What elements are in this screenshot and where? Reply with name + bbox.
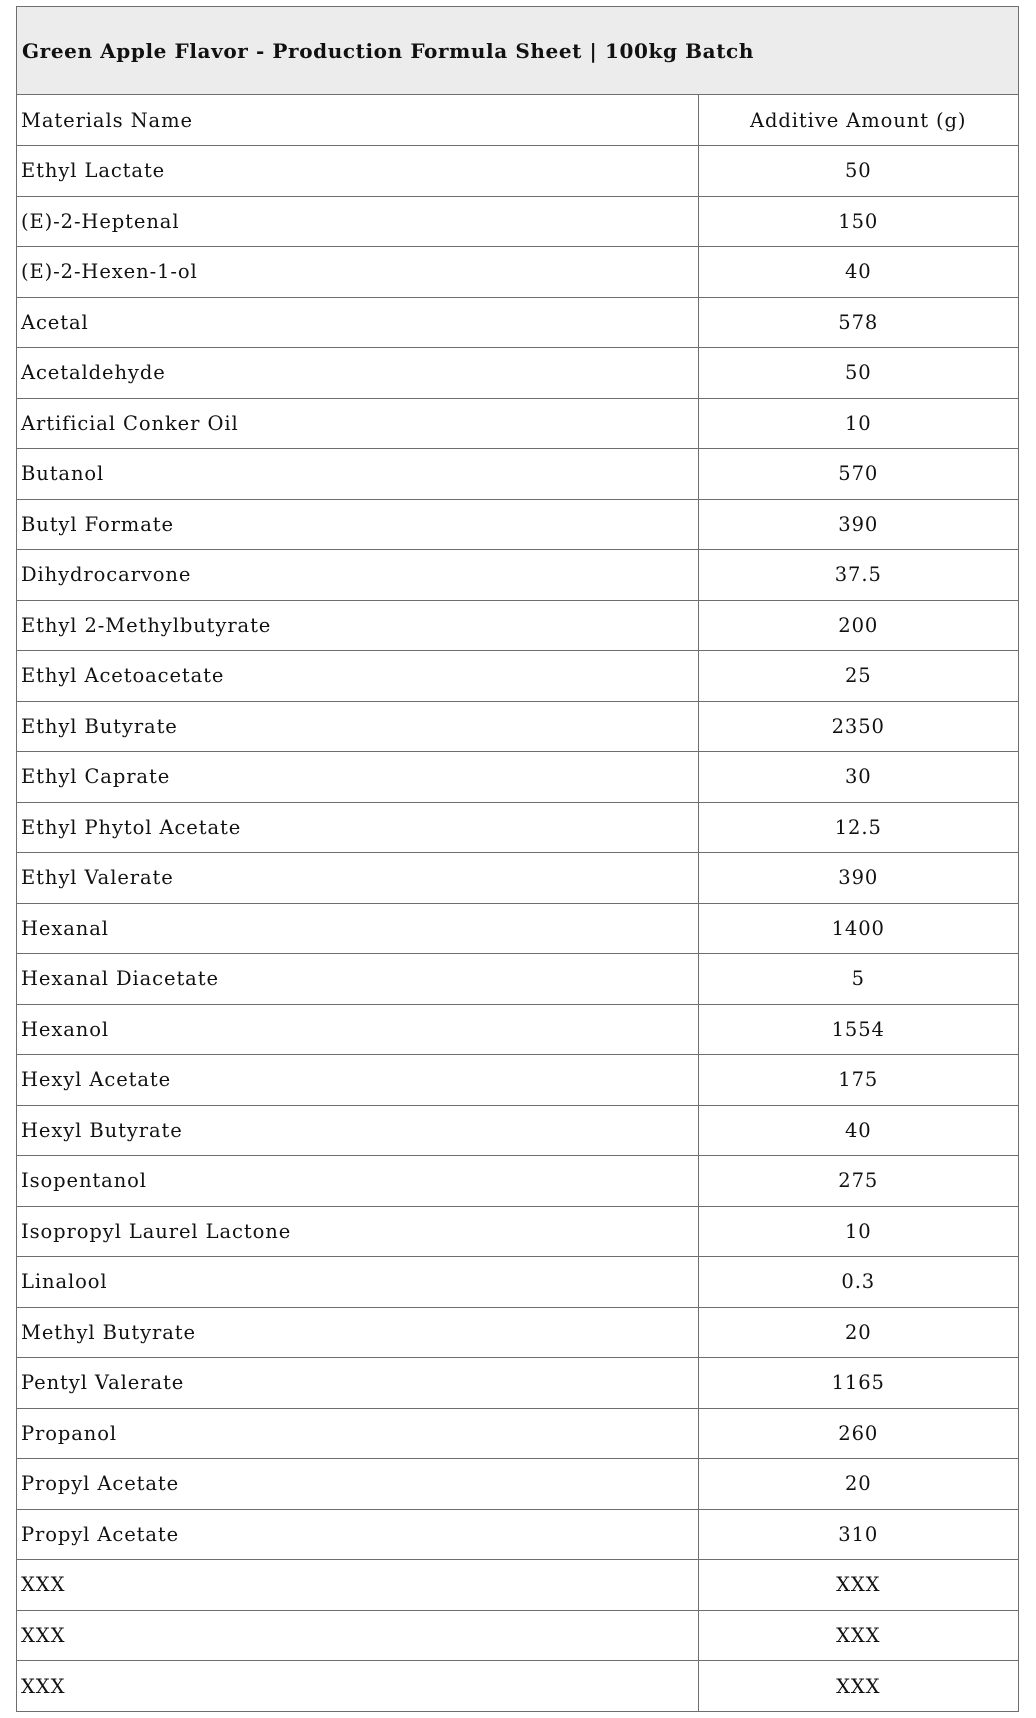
table-row (17, 853, 1018, 904)
material-name-cell: (E)-2-Heptenal (17, 196, 698, 247)
material-name-cell: Propyl Acetate (17, 1459, 698, 1510)
material-name-cell: Ethyl 2-Methylbutyrate (17, 600, 698, 651)
table-row (17, 651, 1018, 702)
table-row (17, 1610, 1018, 1661)
table-row (17, 1408, 1018, 1459)
additive-amount-cell: 10 (698, 1206, 1018, 1257)
table-row (17, 1560, 1018, 1611)
column-header-materials-name: Materials Name (17, 95, 698, 146)
additive-amount-cell: 12.5 (698, 802, 1018, 853)
table-body (17, 146, 1018, 1712)
formula-sheet (16, 6, 1019, 1712)
material-name-cell: Hexanal Diacetate (17, 954, 698, 1005)
additive-amount-cell: XXX (698, 1610, 1018, 1661)
additive-amount-cell: XXX (698, 1661, 1018, 1712)
table-row (17, 701, 1018, 752)
additive-amount-cell: 390 (698, 853, 1018, 904)
material-name-cell: Isopentanol (17, 1156, 698, 1207)
table-row (17, 247, 1018, 298)
additive-amount-cell: 50 (698, 348, 1018, 399)
additive-amount-cell: 0.3 (698, 1257, 1018, 1308)
table-row (17, 196, 1018, 247)
table-row (17, 348, 1018, 399)
material-name-cell: Hexyl Butyrate (17, 1105, 698, 1156)
additive-amount-cell: 37.5 (698, 550, 1018, 601)
material-name-cell: Ethyl Caprate (17, 752, 698, 803)
table-row (17, 1307, 1018, 1358)
table-row (17, 903, 1018, 954)
material-name-cell: Pentyl Valerate (17, 1358, 698, 1409)
material-name-cell: Butyl Formate (17, 499, 698, 550)
material-name-cell: Linalool (17, 1257, 698, 1308)
material-name-cell: XXX (17, 1560, 698, 1611)
table-row (17, 600, 1018, 651)
table-row (17, 1509, 1018, 1560)
material-name-cell: Isopropyl Laurel Lactone (17, 1206, 698, 1257)
material-name-cell: Hexanal (17, 903, 698, 954)
title-bar (17, 7, 1018, 95)
additive-amount-cell: 25 (698, 651, 1018, 702)
material-name-cell: Ethyl Butyrate (17, 701, 698, 752)
table-row (17, 954, 1018, 1005)
table-row (17, 297, 1018, 348)
table-row (17, 1105, 1018, 1156)
additive-amount-cell: 30 (698, 752, 1018, 803)
additive-amount-cell: 50 (698, 146, 1018, 197)
table-row (17, 499, 1018, 550)
table-row (17, 752, 1018, 803)
table-row (17, 146, 1018, 197)
additive-amount-cell: 1165 (698, 1358, 1018, 1409)
table-row (17, 1358, 1018, 1409)
additive-amount-cell: 10 (698, 398, 1018, 449)
formula-table (17, 95, 1018, 1711)
material-name-cell: Hexyl Acetate (17, 1055, 698, 1106)
material-name-cell: Butanol (17, 449, 698, 500)
sheet-title: Green Apple Flavor - Production Formula Sheet | 100kg Batch (22, 38, 754, 63)
additive-amount-cell: 570 (698, 449, 1018, 500)
material-name-cell: Ethyl Valerate (17, 853, 698, 904)
material-name-cell: Ethyl Phytol Acetate (17, 802, 698, 853)
material-name-cell: XXX (17, 1610, 698, 1661)
table-row (17, 398, 1018, 449)
additive-amount-cell: 578 (698, 297, 1018, 348)
table-row (17, 802, 1018, 853)
additive-amount-cell: 40 (698, 247, 1018, 298)
additive-amount-cell: 275 (698, 1156, 1018, 1207)
additive-amount-cell: 1554 (698, 1004, 1018, 1055)
table-row (17, 1004, 1018, 1055)
column-header-additive-amount: Additive Amount (g) (750, 108, 967, 132)
table-row (17, 449, 1018, 500)
table-row (17, 1156, 1018, 1207)
material-name-cell: Propanol (17, 1408, 698, 1459)
material-name-cell: Acetaldehyde (17, 348, 698, 399)
material-name-cell: XXX (17, 1661, 698, 1712)
additive-amount-cell: 175 (698, 1055, 1018, 1106)
additive-amount-cell: 20 (698, 1459, 1018, 1510)
additive-amount-cell: 150 (698, 196, 1018, 247)
table-row (17, 1661, 1018, 1712)
header-row (17, 95, 1018, 146)
table-row (17, 1055, 1018, 1106)
material-name-cell: Artificial Conker Oil (17, 398, 698, 449)
material-name-cell: Acetal (17, 297, 698, 348)
material-name-cell: Ethyl Acetoacetate (17, 651, 698, 702)
additive-amount-cell: XXX (698, 1560, 1018, 1611)
material-name-cell: Hexanol (17, 1004, 698, 1055)
material-name-cell: Ethyl Lactate (17, 146, 698, 197)
table-row (17, 1206, 1018, 1257)
material-name-cell: (E)-2-Hexen-1-ol (17, 247, 698, 298)
table-row (17, 1459, 1018, 1510)
additive-amount-cell: 1400 (698, 903, 1018, 954)
additive-amount-cell: 20 (698, 1307, 1018, 1358)
table-row (17, 1257, 1018, 1308)
additive-amount-cell: 40 (698, 1105, 1018, 1156)
additive-amount-cell: 5 (698, 954, 1018, 1005)
material-name-cell: Dihydrocarvone (17, 550, 698, 601)
material-name-cell: Methyl Butyrate (17, 1307, 698, 1358)
table-row (17, 550, 1018, 601)
additive-amount-cell: 2350 (698, 701, 1018, 752)
additive-amount-cell: 200 (698, 600, 1018, 651)
additive-amount-cell: 390 (698, 499, 1018, 550)
material-name-cell: Propyl Acetate (17, 1509, 698, 1560)
additive-amount-cell: 260 (698, 1408, 1018, 1459)
additive-amount-cell: 310 (698, 1509, 1018, 1560)
